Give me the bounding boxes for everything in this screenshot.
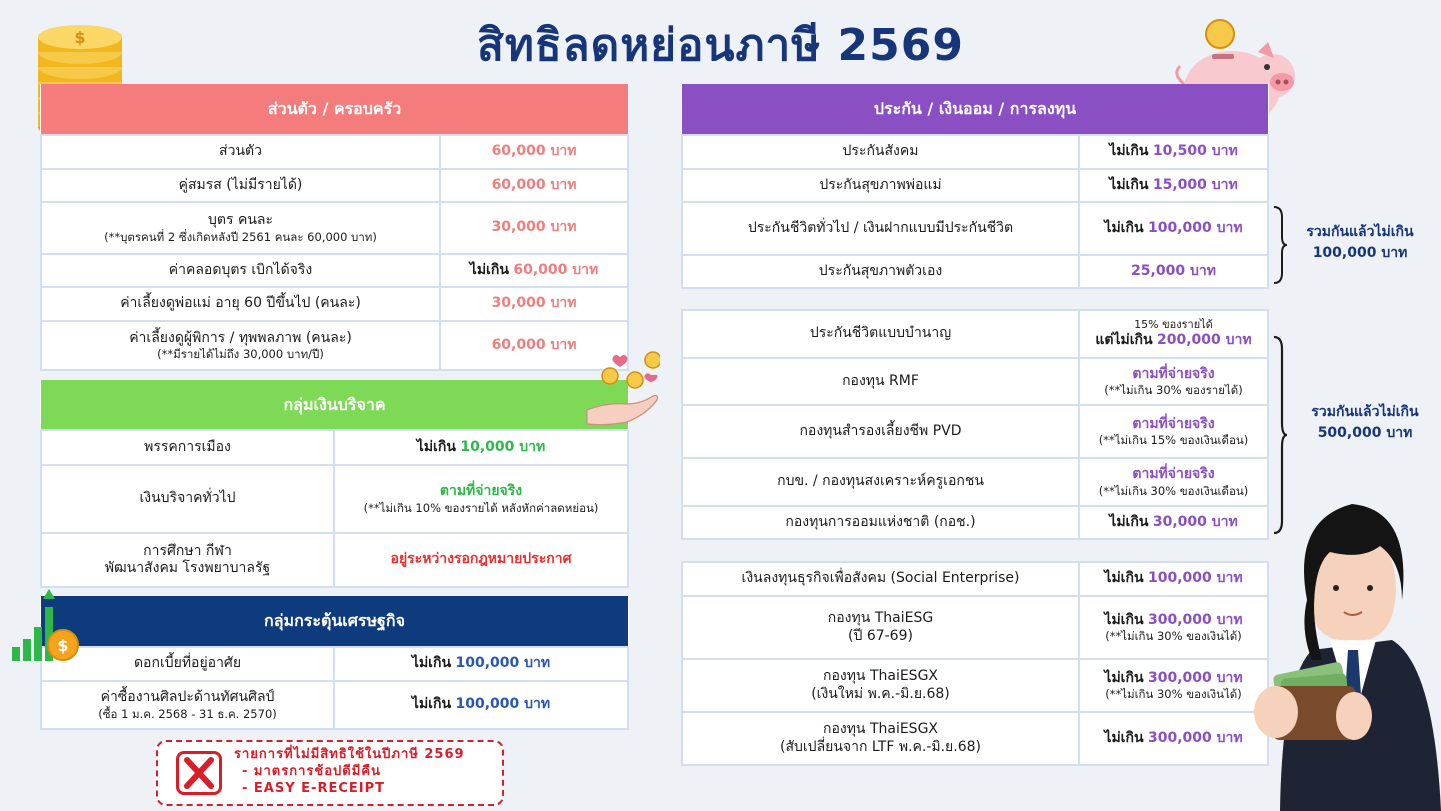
table-row <box>41 169 628 202</box>
row-amount: 10,500 บาท <box>1152 143 1238 160</box>
table-row <box>682 596 1268 659</box>
row-label: การศึกษา กีฬา <box>143 542 232 559</box>
row-prefix: ไม่เกิน <box>1109 143 1149 160</box>
row-prefix: ไม่เกิน <box>469 261 509 278</box>
table-row <box>682 405 1268 458</box>
personal-family-table <box>40 84 629 371</box>
table-row <box>41 647 628 681</box>
table-row <box>682 659 1268 712</box>
row-prefix: ไม่เกิน <box>1109 176 1149 193</box>
row-amount: ตามที่จ่ายจริง <box>1132 415 1215 432</box>
brace-icon <box>1272 205 1288 285</box>
row-note: (**ไม่เกิน 15% ของเงินเดือน) <box>1098 433 1249 448</box>
row-label: กองทุน RMF <box>682 358 1079 405</box>
row-label: เงินบริจาคทั่วไป <box>41 465 334 533</box>
table-row <box>682 458 1268 506</box>
row-label: ค่าเลี้ยงดูผู้พิการ / ทุพพลภาพ (คนละ) <box>129 329 352 346</box>
row-amount: อยู่ระหว่างรอกฎหมายประกาศ <box>390 551 572 568</box>
row-top-note: 15% ของรายได้ <box>1134 318 1213 332</box>
row-label: ประกันสุขภาพตัวเอง <box>682 255 1079 288</box>
row-prefix: ไม่เกิน <box>1104 570 1144 587</box>
svg-text:$: $ <box>57 636 69 655</box>
insurance-total-label: รวมกันแล้วไม่เกิน 100,000 บาท <box>1306 224 1414 261</box>
donation-header: กลุ่มเงินบริจาค <box>41 380 628 430</box>
row-amount: 300,000 บาท <box>1147 611 1243 628</box>
row-label: กบข. / กองทุนสงเคราะห์ครูเอกชน <box>682 458 1079 506</box>
row-label: ดอกเบี้ยที่อยู่อาศัย <box>41 647 334 681</box>
insurance-header: ประกัน / เงินออม / การลงทุน <box>682 84 1268 135</box>
row-note: (**บุตรคนที่ 2 ซึ่งเกิดหลังปี 2561 คนละ 60,000 บาท) <box>104 229 377 244</box>
row-prefix: ไม่เกิน <box>1104 669 1144 686</box>
page-title: สิทธิลดหย่อนภาษี 2569 <box>476 20 965 71</box>
table-row <box>41 430 628 465</box>
row-label: ประกันสังคม <box>682 135 1079 169</box>
row-amount: 10,000 บาท <box>460 438 546 455</box>
row-prefix: ไม่เกิน <box>411 655 452 672</box>
row-label-2: (สับเปลี่ยนจาก LTF พ.ค.-มิ.ย.68) <box>780 738 981 755</box>
economy-header: กลุ่มกระตุ้นเศรษฐกิจ <box>41 596 628 647</box>
row-amount: 100,000 บาท <box>1147 219 1243 236</box>
table-row <box>682 562 1268 596</box>
row-label: กองทุนสำรองเลี้ยงชีพ PVD <box>682 405 1079 458</box>
businessman-illustration <box>1252 490 1441 811</box>
row-note: (**ไม่เกิน 30% ของเงินเดือน) <box>1098 483 1249 498</box>
table-row <box>682 310 1268 358</box>
row-amount: 100,000 บาท <box>455 655 551 672</box>
row-note: (**ไม่เกิน 30% ของรายได้) <box>1104 383 1243 398</box>
notice-line-1: รายการที่ไม่มีสิทธิใช้ในปีภาษี 2569 <box>234 747 465 762</box>
table-row <box>41 321 628 370</box>
row-prefix: ไม่เกิน <box>1104 611 1144 628</box>
svg-text:$: $ <box>74 28 86 47</box>
row-label: เงินลงทุนธุรกิจเพื่อสังคม (Social Enterprise) <box>682 562 1079 596</box>
table-row <box>41 254 628 287</box>
insurance-table <box>681 84 1269 289</box>
retirement-total-label: รวมกันแล้วไม่เกิน 500,000 บาท <box>1311 404 1419 441</box>
row-prefix: ไม่เกิน <box>416 438 456 455</box>
row-label: กองทุน ThaiESGX <box>822 721 939 737</box>
row-amount: 30,000 บาท <box>1152 513 1238 530</box>
table-row <box>41 533 628 587</box>
row-amount: 60,000 บาท <box>513 261 599 278</box>
table-row <box>682 169 1268 202</box>
economy-table <box>40 596 629 730</box>
close-x-icon <box>176 751 222 795</box>
row-label: บุตร คนละ <box>208 212 273 229</box>
row-prefix: ไม่เกิน <box>1104 729 1144 746</box>
row-label-2: (ปี 67-69) <box>848 627 913 644</box>
table-row <box>41 287 628 321</box>
row-note: (ซื้อ 1 ม.ค. 2568 - 31 ธ.ค. 2570) <box>98 706 277 721</box>
hand-coins-icon <box>585 348 660 430</box>
row-amount: ตามที่จ่ายจริง <box>439 483 523 500</box>
row-label: ประกันชีวิตทั่วไป / เงินฝากแบบมีประกันชีวิต <box>682 202 1079 255</box>
table-row <box>682 255 1268 288</box>
table-row <box>41 135 628 169</box>
row-prefix: ไม่เกิน <box>1109 513 1149 530</box>
row-label: พรรคการเมือง <box>41 430 334 465</box>
row-amount: 25,000 บาท <box>1131 262 1216 279</box>
table-row <box>682 202 1268 255</box>
investment-table <box>681 561 1269 766</box>
donation-table <box>40 380 629 588</box>
row-prefix: ไม่เกิน <box>411 696 452 713</box>
row-amount: 30,000 บาท <box>491 295 577 312</box>
ineligible-notice <box>156 740 504 806</box>
table-row <box>41 465 628 533</box>
table-row <box>682 135 1268 169</box>
row-amount: 200,000 บาท <box>1157 332 1252 349</box>
row-amount: 60,000 บาท <box>491 336 577 353</box>
row-label: ค่าเลี้ยงดูพ่อแม่ อายุ 60 ปีขึ้นไป (คนละ) <box>41 287 440 321</box>
retirement-table <box>681 309 1269 540</box>
row-prefix: ไม่เกิน <box>1104 219 1144 236</box>
row-label: ประกันชีวิตแบบบำนาญ <box>682 310 1079 358</box>
row-note: (**ไม่เกิน 10% ของรายได้ หลังหักค่าลดหย่อน) <box>363 500 599 515</box>
table-row <box>682 712 1268 765</box>
row-note: (**ไม่เกิน 30% ของเงินได้) <box>1105 629 1242 644</box>
row-amount: 100,000 บาท <box>455 696 551 713</box>
row-amount: 100,000 บาท <box>1147 570 1243 587</box>
row-label: ประกันสุขภาพพ่อแม่ <box>682 169 1079 202</box>
row-prefix: แต่ไม่เกิน <box>1095 332 1153 349</box>
table-row <box>41 202 628 254</box>
notice-line-2: - มาตรการช้อปดีมีคืน <box>242 763 381 779</box>
row-label: กองทุนการออมแห่งชาติ (กอช.) <box>682 506 1079 539</box>
row-amount: ตามที่จ่ายจริง <box>1132 466 1215 483</box>
row-note: (**มีรายได้ไม่ถึง 30,000 บาท/ปี) <box>157 347 324 362</box>
row-label-2: พัฒนาสังคม โรงพยาบาลรัฐ <box>104 560 271 576</box>
row-amount: 60,000 บาท <box>491 176 577 193</box>
row-label: คู่สมรส (ไม่มีรายได้) <box>41 169 440 202</box>
table-row <box>682 358 1268 405</box>
growth-chart-icon <box>10 585 82 665</box>
row-amount: 300,000 บาท <box>1147 669 1243 686</box>
row-amount: 30,000 บาท <box>491 219 577 236</box>
row-amount: ตามที่จ่ายจริง <box>1132 365 1215 382</box>
notice-line-3: - EASY E-RECEIPT <box>242 780 385 796</box>
table-row <box>682 506 1268 539</box>
row-label: ค่าคลอดบุตร เบิกได้จริง <box>41 254 440 287</box>
row-label: กองทุน ThaiESG <box>827 610 934 626</box>
row-label: ส่วนตัว <box>41 135 440 169</box>
row-label: ค่าซื้องานศิลปะด้านทัศนศิลป์ <box>100 689 275 706</box>
personal-family-header: ส่วนตัว / ครอบครัว <box>41 84 628 135</box>
row-note: (**ไม่เกิน 30% ของเงินได้) <box>1105 687 1242 702</box>
row-amount: 60,000 บาท <box>491 143 577 160</box>
row-amount: 300,000 บาท <box>1147 729 1243 746</box>
table-row <box>41 681 628 729</box>
row-label: กองทุน ThaiESGX <box>822 668 939 684</box>
row-label-2: (เงินใหม่ พ.ค.-มิ.ย.68) <box>811 685 950 702</box>
row-amount: 15,000 บาท <box>1152 176 1238 193</box>
